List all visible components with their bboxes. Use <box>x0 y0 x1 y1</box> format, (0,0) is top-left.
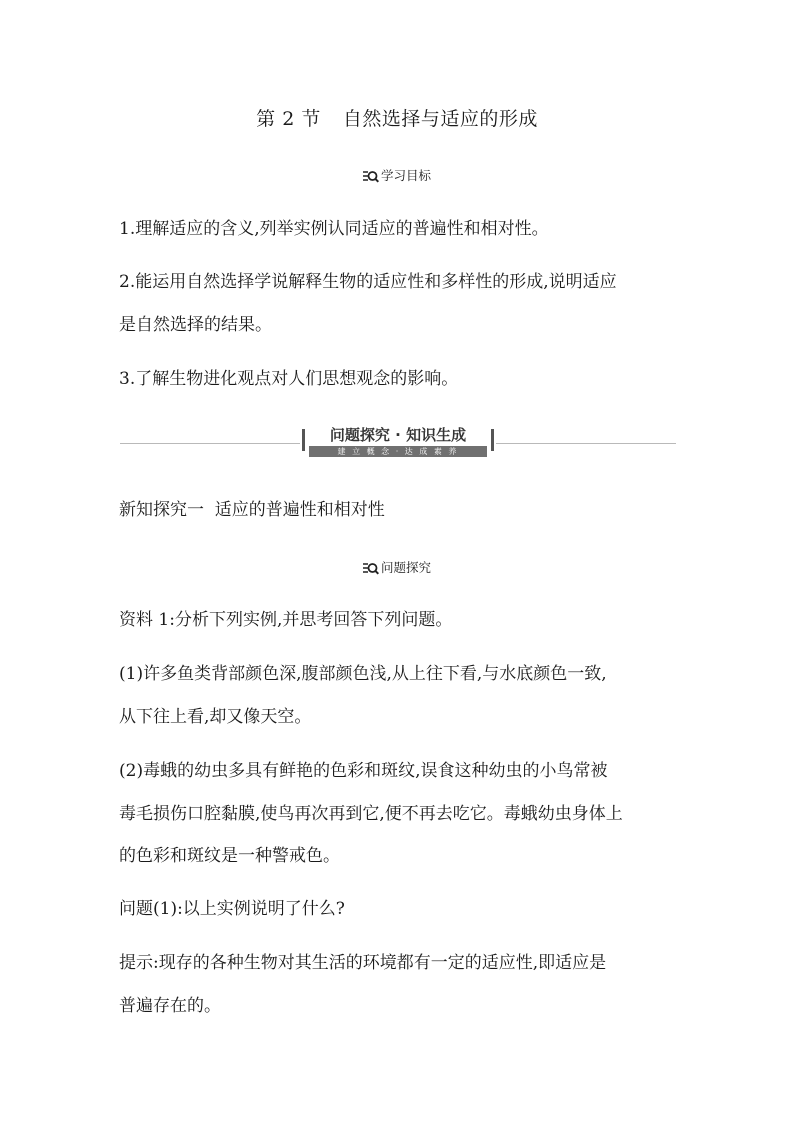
topic-heading: 新知探究一 适应的普遍性和相对性 <box>119 500 385 520</box>
objective-3: 3.了解生物进化观点对人们思想观念的影响。 <box>119 369 459 389</box>
banner-title: 问题探究 · 知识生成 <box>329 426 467 444</box>
page-title <box>0 104 794 131</box>
section-title: 自然选择与适应的形成 <box>342 108 538 130</box>
material-1-intro: 资料 1:分析下列实例,并思考回答下列问题。 <box>119 610 453 630</box>
example-1-line-1: (1)许多鱼类背部颜色深,腹部颜色浅,从上往下看,与水底颜色一致, <box>119 664 607 684</box>
objective-2: 2.能运用自然选择学说解释生物的适应性和多样性的形成,说明适应 <box>119 272 617 292</box>
question-1: 问题(1):以上实例说明了什么? <box>119 899 345 919</box>
objective-1: 1.理解适应的含义,列举实例认同适应的普遍性和相对性。 <box>119 219 549 239</box>
objectives-heading <box>0 166 794 186</box>
objectives-heading-text: 学习目标 <box>380 168 431 183</box>
section-banner <box>120 424 676 460</box>
banner-subtitle: 建 立 概 念 · 达 成 素 养 <box>309 446 487 457</box>
example-1-line-2: 从下往上看,却又像天空。 <box>119 707 312 727</box>
hint-line-2: 普遍存在的。 <box>119 996 221 1016</box>
magnifier-eq-icon <box>363 562 379 578</box>
example-2-line-3: 的色彩和斑纹是一种警戒色。 <box>119 846 340 866</box>
banner-bar-left <box>302 429 305 451</box>
example-2-line-2: 毒毛损伤口腔黏膜,使鸟再次再到它,便不再去吃它。毒蛾幼虫身体上 <box>119 804 623 824</box>
banner-rule-left <box>120 443 300 444</box>
inquiry-heading <box>0 558 794 578</box>
hint-line-1: 提示:现存的各种生物对其生活的环境都有一定的适应性,即适应是 <box>119 953 607 973</box>
magnifier-eq-icon <box>363 170 379 186</box>
objective-2-cont: 是自然选择的结果。 <box>119 315 272 335</box>
banner-rule-right <box>496 443 676 444</box>
section-number: 第 2 节 <box>256 108 321 130</box>
banner-bar-right <box>491 429 494 451</box>
inquiry-heading-text: 问题探究 <box>380 560 431 575</box>
example-2-line-1: (2)毒蛾的幼虫多具有鲜艳的色彩和斑纹,误食这种幼虫的小鸟常被 <box>119 761 608 781</box>
